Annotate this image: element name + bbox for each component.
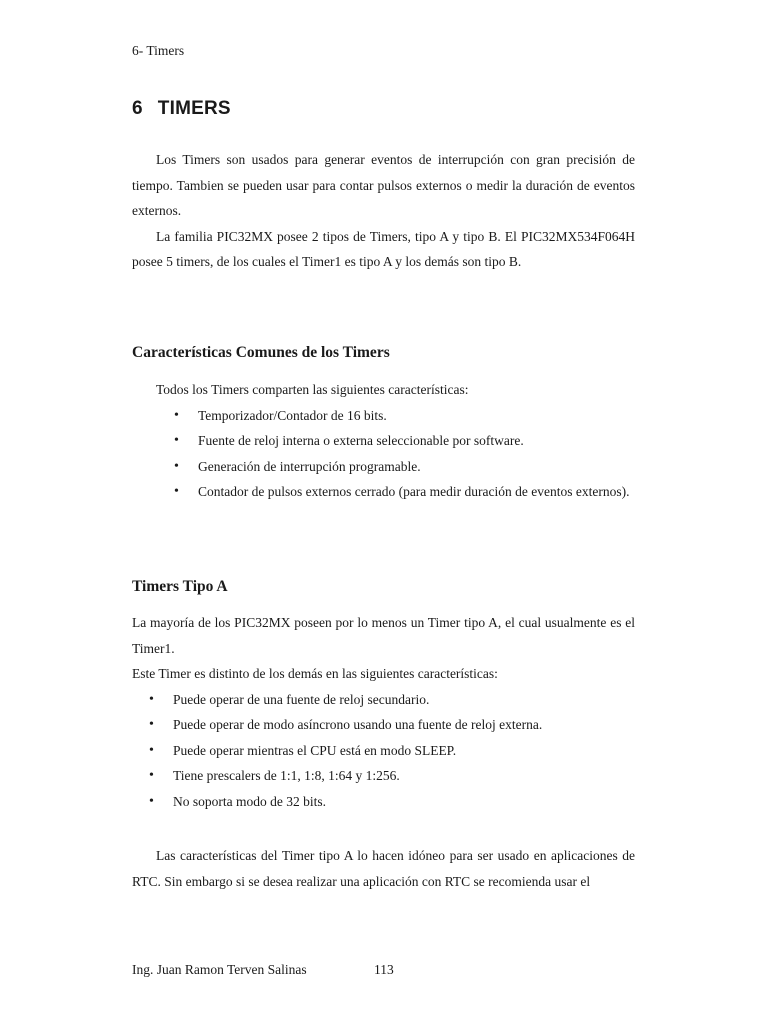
list-item: • Puede operar mientras el CPU está en modo SLEEP. [173, 738, 635, 764]
intro-section [132, 147, 635, 275]
type-a-closing-paragraph: Las características del Timer tipo A lo hacen idóneo para ser usado en aplicaciones de RTC. Sin embargo si se desea realizar una aplicación con RTC se recomienda usar el [132, 848, 635, 889]
common-features-section [132, 377, 635, 505]
footer-author: Ing. Juan Ramon Terven Salinas [132, 962, 307, 977]
running-header: 6- Timers [132, 43, 185, 58]
type-a-closing-section [132, 843, 635, 894]
section-heading-type-a: Timers Tipo A [132, 578, 228, 595]
chapter-title [132, 98, 231, 120]
common-features-lead: Todos los Timers comparten las siguientes características: [156, 382, 469, 397]
list-item: • Contador de pulsos externos cerrado (para medir duración de eventos externos). [198, 479, 635, 505]
list-item: • Puede operar de una fuente de reloj secundario. [173, 687, 635, 713]
list-item: • Fuente de reloj interna o externa seleccionable por software. [198, 428, 635, 454]
list-item: • Temporizador/Contador de 16 bits. [198, 403, 635, 429]
list-item: • Generación de interrupción programable. [198, 454, 635, 480]
common-features-list [132, 403, 635, 505]
intro-paragraph: Los Timers son usados para generar eventos de interrupción con gran precisión de tiempo. Tambien se pueden usar para contar pulsos externos o medir la duración de eventos externos. [132, 152, 635, 218]
page-number: 113 [374, 962, 394, 977]
section-heading-common-features: Características Comunes de los Timers [132, 344, 390, 361]
chapter-number: 6 [132, 98, 143, 119]
type-a-list [132, 687, 635, 815]
list-item: • Tiene prescalers de 1:1, 1:8, 1:64 y 1:256. [173, 763, 635, 789]
type-a-paragraph: La mayoría de los PIC32MX poseen por lo menos un Timer tipo A, el cual usualmente es el Timer1. [132, 615, 635, 656]
list-item: • Puede operar de modo asíncrono usando una fuente de reloj externa. [173, 712, 635, 738]
intro-paragraph: La familia PIC32MX posee 2 tipos de Timers, tipo A y tipo B. El PIC32MX534F064H posee 5 timers, de los cuales el Timer1 es tipo A y los demás son tipo B. [132, 228, 635, 269]
list-item: • No soporta modo de 32 bits. [173, 789, 635, 815]
chapter-title-text: TIMERS [157, 98, 231, 119]
type-a-lead: Este Timer es distinto de los demás en las siguientes características: [132, 666, 498, 681]
type-a-section [132, 610, 635, 814]
